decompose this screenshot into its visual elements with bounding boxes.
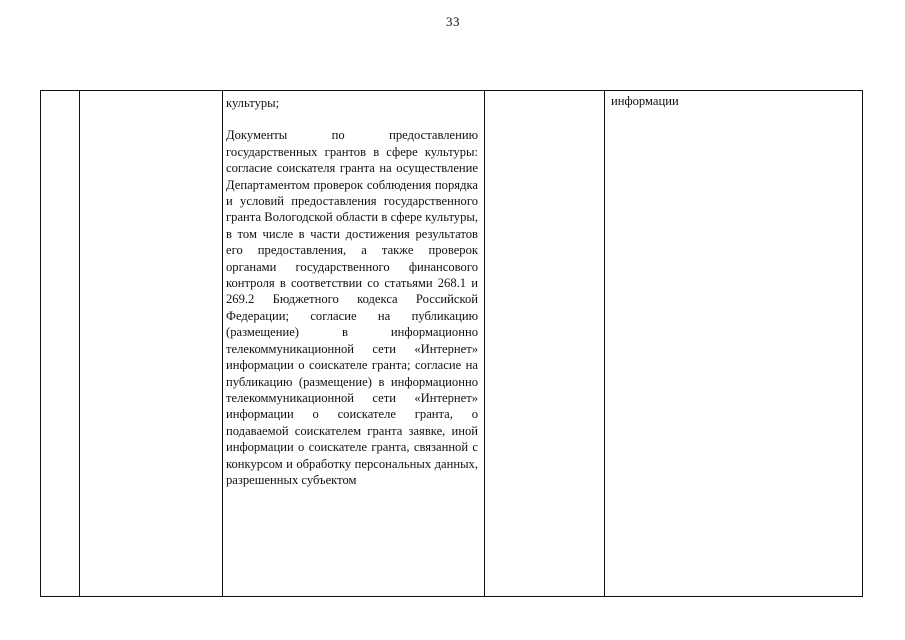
page-number: 33	[446, 14, 460, 29]
right-column-cell: информации	[611, 94, 679, 108]
column-divider-2	[222, 91, 223, 596]
column-divider-4	[604, 91, 605, 596]
column-divider-1	[79, 91, 80, 596]
main-column-cell	[226, 95, 478, 488]
main-column-body: Документы по предоставлению государственных грантов в сфере культуры: согласие соискателя гранта на осуществление Департаментом проверок соблюдения порядка и условий предоставления государственного гранта Вологодской области в сфере культуры, в том числе в части достижения результатов его предоставления, а также проверок органами государственного финансового контроля в соответствии со статьями 268.1 и 269.2 Бюджетного кодекса Российской Федерации; согласие на публикацию (размещение) в информационно телекоммуникационной сети «Интернет» информации о соискателе гранта; согласие на публикацию (размещение) в информационно телекоммуникационной сети «Интернет» информации о соискателе гранта, о подаваемой соискателем гранта заявке, иной информации о соискателе гранта, связанной с конкурсом и обработку персональных данных, разрешенных субъектом	[226, 128, 478, 487]
column-divider-3	[484, 91, 485, 596]
document-table	[40, 90, 863, 597]
main-column-lead: культуры;	[226, 96, 280, 110]
